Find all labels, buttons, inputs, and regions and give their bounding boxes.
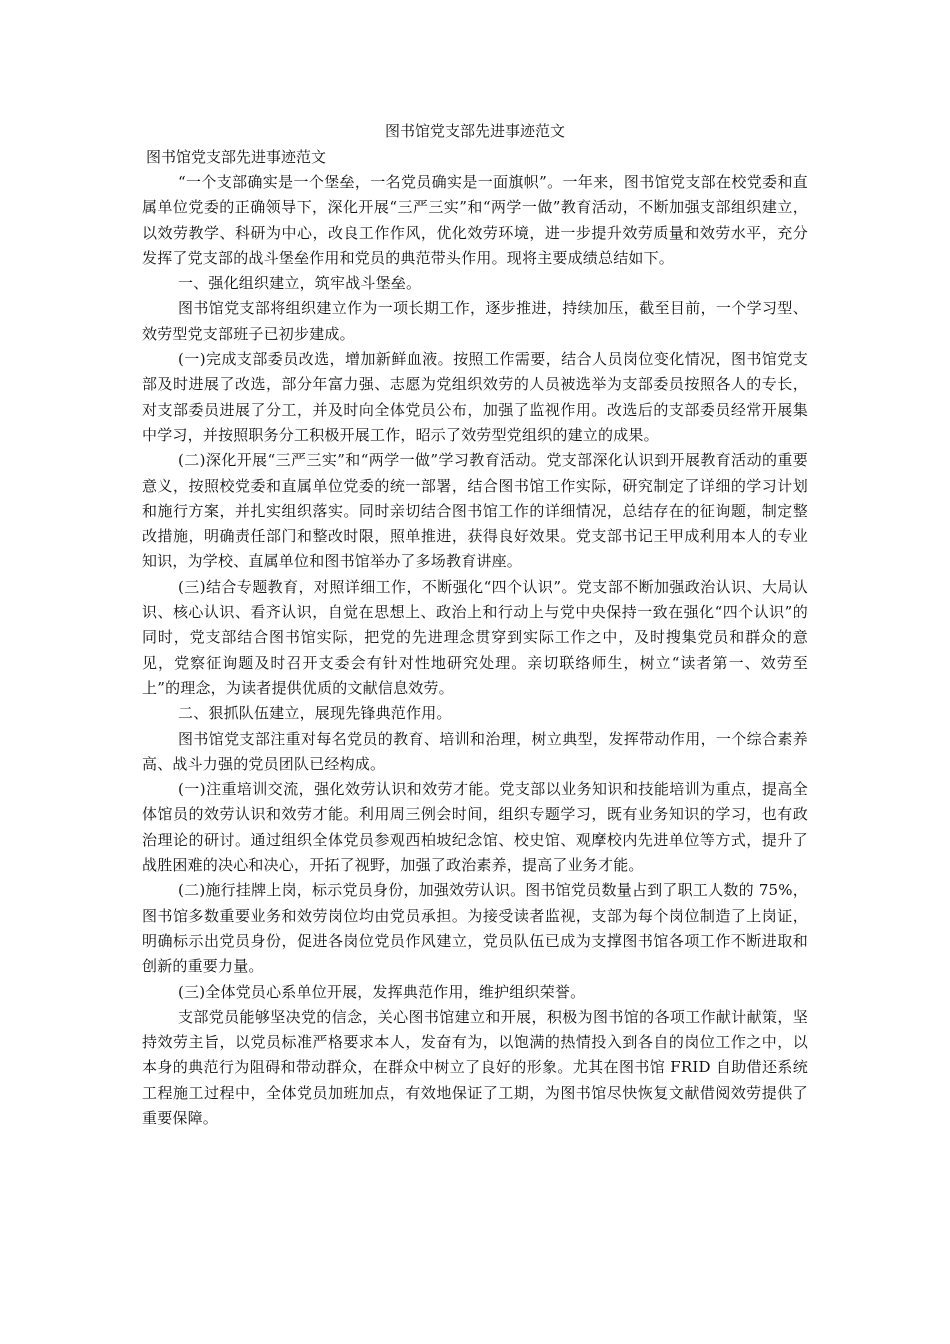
document-subtitle: 图书馆党支部先进事迹范文: [146, 148, 327, 166]
section-heading: 二、狠抓队伍建立，展现先锋典范作用。: [178, 704, 452, 723]
paragraph: 图书馆党支部将组织建立作为一项长期工作，逐步推进，持续加压，截至目前，一个学习型、效劳型党支部班子已初步建成。: [142, 299, 808, 343]
section-heading: 一、强化组织建立，筑牢战斗堡垒。: [178, 274, 422, 293]
document-title: 图书馆党支部先进事迹范文: [384, 122, 565, 140]
paragraph: (一)完成支部委员改选，增加新鲜血液。按照工作需要，结合人员岗位变化情况，图书馆党支部及时进展了改选，部分年富力强、志愿为党组织效劳的人员被选举为支部委员按照各人的专长，对支部委员进展了分工，并及时向全体党员公布，加强了监视作用。改选后的支部委员经常开展集中学习，并按照职务分工积极开展工作，昭示了效劳型党组织的建立的成果。: [142, 350, 808, 444]
paragraph: (二)深化开展“三严三实”和“两学一做”学习教育活动。党支部深化认识到开展教育活动的重要意义，按照校党委和直属单位党委的统一部署，结合图书馆工作实际，研究制定了详细的学习计划和施行方案，并扎实组织落实。同时亲切结合图书馆工作的详细情况，总结存在的征询题，制定整改措施，明确责任部门和整改时限，照单推进，获得良好效果。党支部书记王甲成利用本人的专业知识，为学校、直属单位和图书馆举办了多场教育讲座。: [142, 451, 808, 571]
document-page: [142, 118, 808, 1131]
document-body: [142, 170, 808, 1131]
paragraph: (三)全体党员心系单位开展，发挥典范作用，维护组织荣誉。: [178, 982, 586, 1001]
paragraph: (二)施行挂牌上岗，标示党员身份，加强效劳认识。图书馆党员数量占到了职工人数的 75%，图书馆多数重要业务和效劳岗位均由党员承担。为接受读者监视，支部为每个岗位制造了上岗证，明确标示出党员身份，促进各岗位党员作风建立，党员队伍已成为支撑图书馆各项工作不断进取和创新的重要力量。: [142, 881, 808, 976]
paragraph: 支部党员能够坚决党的信念，关心图书馆建立和开展，积极为图书馆的各项工作献计献策，坚持效劳主旨，以党员标准严格要求本人，发奋有为，以饱满的热情投入到各自的岗位工作之中，以本身的典范行为阻碍和带动群众，在群众中树立了良好的形象。尤其在图书馆 FRID 自助借还系统工程施工过程中，全体党员加班加点，有效地保证了工期，为图书馆尽快恢复文献借阅效劳提供了重要保障。: [142, 1007, 808, 1127]
paragraph: (三)结合专题教育，对照详细工作，不断强化“四个认识”。党支部不断加强政治认识、大局认识、核心认识、看齐认识，自觉在思想上、政治上和行动上与党中央保持一致在强化“四个认识”的同时，党支部结合图书馆实际，把党的先进理念贯穿到实际工作之中，及时搜集党员和群众的意见，党察征询题及时召开支委会有针对性地研究处理。亲切联络师生，树立“读者第一、效劳至上”的理念，为读者提供优质的文献信息效劳。: [142, 577, 808, 697]
paragraph: (一)注重培训交流，强化效劳认识和效劳才能。党支部以业务知识和技能培训为重点，提高全体馆员的效劳认识和效劳才能。利用周三例会时间，组织专题学习，既有业务知识的学习，也有政治理论的研讨。通过组织全体党员参观西柏坡纪念馆、校史馆、观摩校内先进单位等方式，提升了战胜困难的决心和决心，开拓了视野，加强了政治素养，提高了业务才能。: [142, 780, 808, 875]
paragraph: “一个支部确实是一个堡垒，一名党员确实是一面旗帜”。一年来，图书馆党支部在校党委和直属单位党委的正确领导下，深化开展“三严三实”和“两学一做”教育活动，不断加强支部组织建立，以效劳教学、科研为中心，改良工作作风，优化效劳环境，进一步提升效劳质量和效劳水平，充分发挥了党支部的战斗堡垒作用和党员的典范带头作用。现将主要成绩总结如下。: [142, 173, 808, 267]
paragraph: 图书馆党支部注重对每名党员的教育、培训和治理，树立典型，发挥带动作用，一个综合素养高、战斗力强的党员团队已经构成。: [142, 729, 808, 773]
